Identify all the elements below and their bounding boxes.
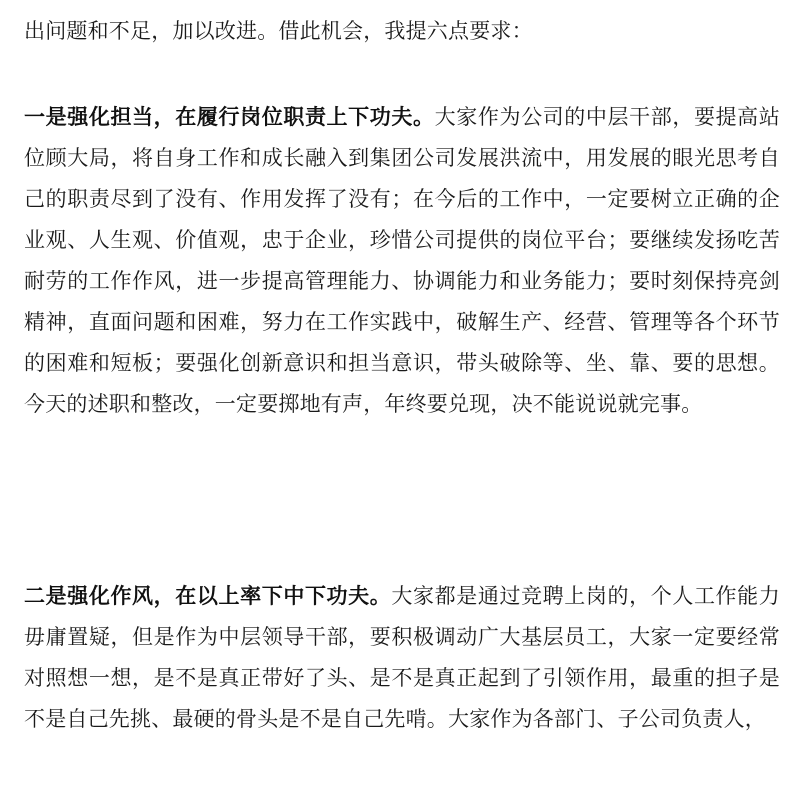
paragraph-requirement-1-heading: 一是强化担当，在履行岗位职责上下功夫。 (24, 105, 435, 129)
paragraph-intro (24, 11, 780, 52)
paragraph-requirement-1 (24, 97, 780, 425)
paragraph-requirement-1-text: 大家作为公司的中层干部，要提高站位顾大局，将自身工作和成长融入到集团公司发展洪流中，用发展的眼光思考自己的职责尽到了没有、作用发挥了没有；在今后的工作中，一定要树立正确的企业观、人生观、价值观，忠于企业，珍惜公司提供的岗位平台；要继续发扬吃苦耐劳的工作作风，进一步提高管理能力、协调能力和业务能力；要时刻保持亮剑精神，直面问题和困难，努力在工作实践中，破解生产、经营、管理等各个环节的困难和短板；要强化创新意识和担当意识，带头破除等、坐、靠、要的思想。今天的述职和整改，一定要掷地有声，年终要兑现，决不能说说就完事。 (24, 105, 780, 416)
paragraph-requirement-2 (24, 576, 780, 740)
paragraph-requirement-2-heading: 二是强化作风，在以上率下中下功夫。 (24, 584, 392, 608)
paragraph-intro-text: 出问题和不足，加以改进。借此机会，我提六点要求： (24, 19, 533, 43)
paragraph-requirement-2-text: 大家都是通过竞聘上岗的，个人工作能力毋庸置疑，但是作为中层领导干部，要积极调动广大基层员工，大家一定要经常对照想一想，是不是真正带好了头、是不是真正起到了引领作用，最重的担子是不是自己先挑、最硬的骨头是不是自己先啃。大家作为各部门、子公司负责人， (24, 584, 780, 731)
